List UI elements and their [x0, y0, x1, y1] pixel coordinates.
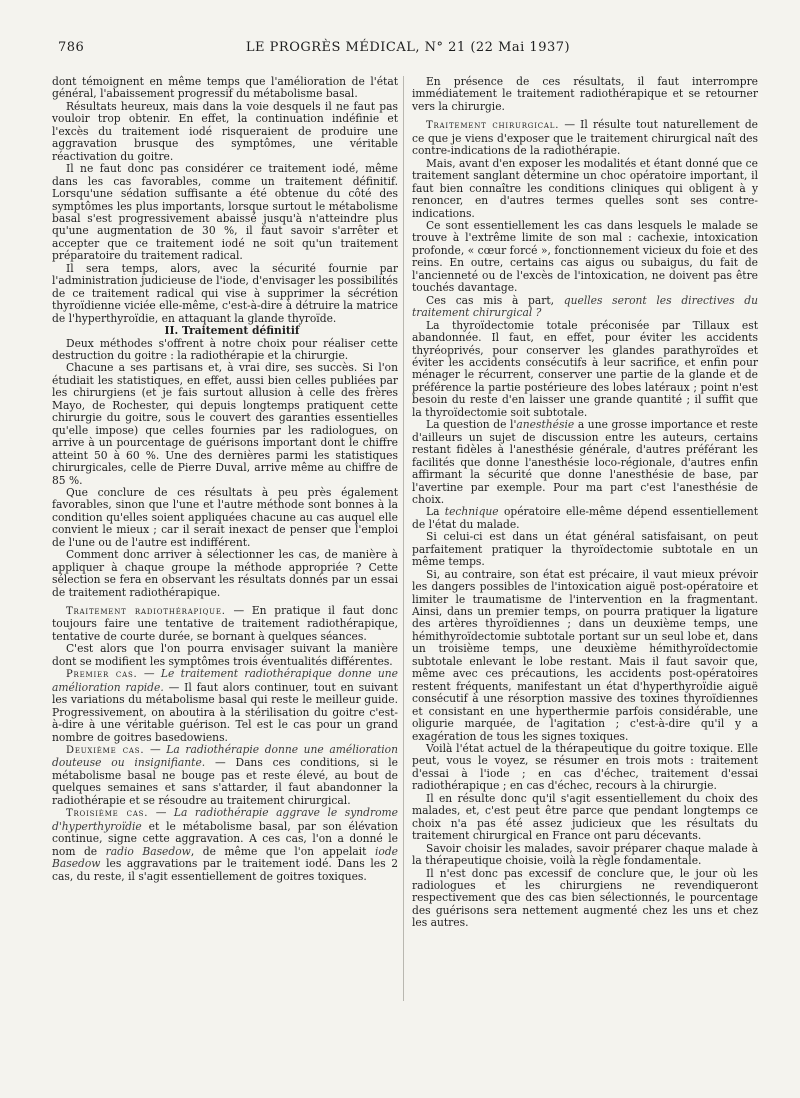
subsection-heading: Premier cas. [66, 669, 138, 681]
paragraph-text: La question de l' [426, 418, 517, 432]
subsection-heading: Troisième cas. [66, 808, 149, 820]
paragraph [52, 668, 398, 744]
italic-text: technique [444, 505, 499, 519]
paragraph: Résultats heureux, mais dans la voie desquels il ne faut pas vouloir trop obtenir. En effet, la continuation indéfinie et l'excès du traitement iodé risqueraient de produire une aggravation brusque des symptômes, une véritable réactivation du goitre. [52, 99, 398, 163]
paragraph: Il sera temps, alors, avec la sécurité fournie par l'administration judicieuse de l'iode, d'envisager les possibilités de ce traitement radical qui vise à supprimer la sécrétion thyroïdienne viciée elle-même, c'est-à-dire à détruire la matrice de l'hyperthyroïdie, en attaquant la glande thyroïde. [52, 261, 398, 325]
italic-text: quelles seront les directives du traitement chirurgical ? [412, 293, 758, 320]
right-column [412, 76, 758, 930]
italic-text: — La radiothérapie aggrave le syndrome d'hyperthyroïdie [52, 806, 398, 833]
column-divider [403, 76, 404, 1001]
paragraph: Chacune a ses partisans et, à vrai dire, ses succès. Si l'on étudiait les statistiques, en effet, aussi bien celles publiées par les chirurgiens (et je fais surtout allusion à celle des frères Mayo, de Rochester, qui depuis longtemps pratiquent cette chirurgie du goitre, sous le couvert des garanties essentielles qu'elle impose) que celles fournies par les radiologues, on arrive à un pourcentage de guérisons important dont le chiffre atteint 50 à 60 %. Une des dernières parmi les statistiques chirurgicales, celle de Pierre Duval, arrive même au chiffre de 85 %. [52, 361, 398, 487]
italic-text: anesthésie [516, 418, 575, 432]
italic-text: — La radiothérapie donne une amélioration douteuse ou insignifiante. [52, 743, 398, 770]
italic-text: radio Basedow [105, 844, 191, 858]
paragraph: Il n'est donc pas excessif de conclure que, le jour où les radiologues et les chirurgiens ne revendiqueront respectivement que des cas bien sélectionnés, le pourcentage des guérisons sera nettement augmenté chez les uns et chez les autres. [412, 866, 758, 930]
paragraph: Deux méthodes s'offrent à notre choix pour réaliser cette destruction du goitre : la radiothérapie et la chirurgie. [52, 336, 398, 362]
paragraph-text: — Dans ces conditions, si le métabolisme basal ne bouge pas et reste élevé, au bout de quelques semaines et sans s'attarder, il faut abandonner la radiothérapie et se résoudre au traitement chirurgical. [52, 756, 398, 807]
left-column [52, 76, 398, 883]
paragraph [412, 506, 758, 531]
paragraph: Voilà l'état actuel de la thérapeutique du goitre toxique. Elle peut, vous le voyez, se résumer en trois mots : traitement d'essai à l'iode ; en cas d'échec, traitement d'essai radiothérapique ; en cas d'échec, recours à la chirurgie. [412, 742, 758, 793]
paragraph [412, 419, 758, 506]
paragraph-text: — Il faut alors continuer, tout en suivant les variations du métabolisme basal qui reste le meilleur guide. Progressivement, on aboutira à la stérilisation du goitre c'est-à-dire à une véritable guérison. Tel est le cas pour un grand nombre de goitres basedowiens. [52, 680, 398, 744]
paragraph-text: — Il résulte tout naturellement de ce que je viens d'exposer que le traitement chirurgical naît des contre-indications de la radiothérapie. [412, 118, 758, 158]
paragraph [412, 119, 758, 157]
section-title: II. Traitement définitif [164, 324, 300, 338]
paragraph: Savoir choisir les malades, savoir préparer chaque malade à la thérapeutique choisie, voilà la règle fondamentale. [412, 841, 758, 868]
paragraph [52, 605, 398, 643]
paragraph: Si celui-ci est dans un état général satisfaisant, on peut parfaitement pratiquer la thyroïdectomie subtotale en un même temps. [412, 530, 758, 569]
subsection-heading: Traitement radiothérapique. [66, 606, 226, 618]
journal-title: LE PROGRÈS MÉDICAL, N° 21 (22 Mai 1937) [245, 40, 571, 55]
paragraph-text: opératoire elle-même dépend essentiellement de l'état du malade. [412, 505, 758, 531]
paragraph-text: La [426, 505, 445, 519]
paragraph-text: — En pratique il faut donc toujours faire une tentative de traitement radiothérapique, tentative de courte durée, se bornant à quelques séances. [52, 604, 398, 643]
paragraph: Mais, avant d'en exposer les modalités et étant donné que ce traitement sanglant détermine un choc opératoire important, il faut bien connaître les conditions cliniques qui obligent à y renoncer, en d'autres termes quelles sont ses contre-indications. [412, 156, 758, 220]
paragraph: La thyroïdectomie totale préconisée par Tillaux est abandonnée. Il faut, en effet, pour éviter les accidents thyréoprivés, pour conserver les glandes parathyroïdes et éviter les accidents consécutifs à leur sacrifice, et enfin pour ménager le récurrent, conserver une partie de la glande et de préférence la partie postérieure des lobes latéraux ; point n'est besoin du reste d'en laisser une grande quantité ; il suffit que la thyroïdectomie soit subtotale. [412, 318, 758, 419]
paragraph: Ce sont essentiellement les cas dans lesquels le malade se trouve à l'extrême limite de son mal : cachexie, intoxication profonde, « cœur forcé », fonctionnement vicieux du foie et des reins. En outre, certains cas aigus ou subaigus, du fait de l'ancienneté ou de l'excès de l'intoxication, ne doivent pas être touchés davantage. [412, 218, 758, 295]
paragraph: Comment donc arriver à sélectionner les cas, de manière à appliquer à chaque groupe la méthode appropriée ? Cette sélection se fera en observant les résultats donnés par un essai de traitement radiothérapique. [52, 548, 398, 599]
paragraph-text: , de même que l'on appelait [190, 844, 375, 858]
paragraph: dont témoignent en même temps que l'amélioration de l'état général, l'abaissement progressif du métabolisme basal. [52, 75, 398, 101]
paragraph [412, 295, 758, 320]
paragraph: Il en résulte donc qu'il s'agit essentiellement du choix des malades, et, c'est peut être parce que pendant longtemps ce choix n'a pas été assez judicieux que les résultats du traitement chirurgical en France ont paru décevants. [412, 791, 758, 843]
paragraph [52, 744, 398, 807]
paragraph: Il ne faut donc pas considérer ce traitement iodé, même dans les cas favorables, comme un traitement définitif. Lorsqu'une sédation suffisante a été obtenue du côté des symptômes les plus importants, lorsque surtout le métabolisme basal s'est progressivement abaissé jusqu'à n'atteindre plus qu'une augmentation de 30 %, il faut savoir s'arrêter et accepter que ce traitement iodé ne soit qu'un traitement préparatoire du traitement radical. [52, 162, 398, 263]
paragraph-text: et le métabolisme basal, par son élévation continue, signe cette aggravation. A ces cas, l'on a donné le nom de [52, 819, 398, 858]
page-number: 786 [58, 40, 85, 55]
subsection-heading: Traitement chirurgical. [426, 120, 560, 132]
paragraph: C'est alors que l'on pourra envisager suivant la manière dont se modifient les symptômes trois éventualités différentes. [52, 642, 398, 668]
paragraph: Si, au contraire, son état est précaire, il vaut mieux prévoir les dangers possibles de l'intoxication aiguë post-opératoire et limiter le traumatisme de l'intervention en la fragmentant. Ainsi, dans un premier temps, on pourra pratiquer la ligature des artères thyroïdiennes ; dans un deuxième temps, une hémithyroïdectomie subtotale portant sur un seul lobe et, dans un troisième temps, une deuxième hémithyroïdectomie subtotale enlevant le lobe restant. Mais il faut savoir que, même avec ces précautions, les accidents post-opératoires restent fréquents, manifestant un état d'hyperthyroïdie aiguë consécutif à une résorption massive des toxines thyroïdiennes et consistant en une hyperthermie parfois considérable, une oligurie marquée, de l'agitation ; c'est-à-dire qu'il y a exagération de tous les signes toxiques. [412, 567, 758, 743]
paragraph: En présence de ces résultats, il faut interrompre immédiatement le traitement radiothérapique et se retourner vers la chirurgie. [412, 75, 758, 113]
paragraph-text: Ces cas mis à part, [426, 293, 564, 307]
italic-text: — Le traitement radiothérapique donne une amélioration rapide. [52, 667, 398, 694]
page-header [58, 40, 758, 60]
subsection-heading: Deuxième cas. [66, 745, 145, 757]
paragraph: Que conclure de ces résultats à peu près également favorables, sinon que l'une et l'autre méthode sont bonnes à la condition qu'elles soient appliquées chacune au cas auquel elle convient le mieux ; car il serait inexact de penser que l'emploi de l'une ou de l'autre est indifférent. [52, 485, 398, 549]
italic-text: iode Basedow [52, 844, 399, 871]
paragraph-text: les aggravations par le traitement iodé. Dans les 2 cas, du reste, il s'agit essentiellement de goitres toxiques. [52, 857, 398, 883]
paragraph [52, 807, 398, 883]
paragraph-text: a une grosse importance et reste d'ailleurs un sujet de discussion entre les auteurs, certains restant fidèles à l'anesthésie générale, d'autres préférant les facilités que donne l'anesthésie loco-régionale, d'autres enfin affirmant la sécurité que donne l'anesthésie de base, par l'avertine par exemple. Pour ma part c'est l'anesthésie de choix. [412, 418, 758, 506]
